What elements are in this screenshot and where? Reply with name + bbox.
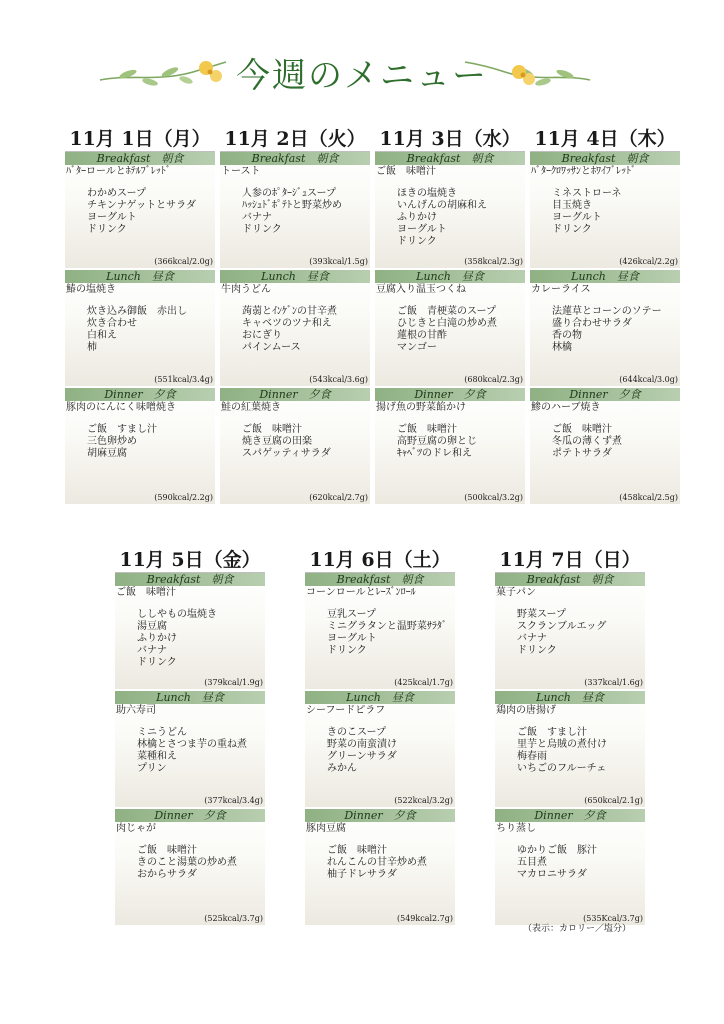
meal-lunch: [495, 691, 645, 807]
meal-side-dishes: [220, 306, 370, 354]
meal-side-dishes: [530, 424, 680, 460]
meal-side-dishes: [115, 845, 265, 881]
side-dish: いちごのフルーチェ: [517, 763, 607, 774]
day-date: 11月 2日（火）: [220, 127, 370, 152]
meal-label: Dinner 夕食: [65, 388, 215, 401]
side-dish: 冬瓜の薄くず煮: [552, 436, 622, 447]
side-dish: 法蓮草とコーンのソテー: [552, 306, 662, 317]
meal-breakfast: [375, 152, 525, 268]
day-column: [115, 548, 265, 927]
side-dish: スクランブルエッグ: [517, 621, 607, 632]
meal-calories-salt: (680kcal/2.3g): [464, 375, 523, 384]
meal-main-dish: 豚肉のにんにく味噌焼き: [66, 402, 176, 413]
meal-side-dishes: [530, 188, 680, 236]
day-date: 11月 3日（水）: [375, 127, 525, 152]
side-dish: おからサラダ: [137, 869, 197, 880]
day-date: 11月 1日（月）: [65, 127, 215, 152]
side-dish: わかめスープ: [87, 188, 146, 199]
side-dish: ゆかりご飯 豚汁: [517, 845, 597, 856]
side-dish: 胡麻豆腐: [87, 448, 127, 459]
side-dish: 白和え: [87, 330, 117, 341]
meal-breakfast: [115, 573, 265, 689]
side-dish: ﾊｯｼｭﾄﾞﾎﾟﾃﾄと野菜炒め: [242, 200, 342, 211]
meal-calories-salt: (535Kcal/3.7g): [583, 914, 643, 923]
side-dish: ご飯 すまし汁: [517, 727, 587, 738]
meal-calories-salt: (393kcal/1.5g): [309, 257, 368, 266]
title-area: [0, 52, 724, 108]
meal-side-dishes: [375, 188, 525, 248]
meal-main-dish: 助六寿司: [116, 705, 156, 716]
meal-calories-salt: (620kcal/2.7g): [309, 493, 368, 502]
meal-side-dishes: [220, 188, 370, 236]
meal-dinner: [65, 388, 215, 504]
side-dish: きのこと湯葉の炒め煮: [137, 857, 237, 868]
meal-main-dish: ご飯 味噌汁: [116, 587, 176, 598]
side-dish: 野菜スープ: [517, 609, 566, 620]
meal-label: Breakfast 朝食: [65, 152, 215, 165]
side-dish: れんこんの甘辛炒め煮: [327, 857, 427, 868]
side-dish: ドリンク: [242, 224, 282, 235]
meal-dinner: [530, 388, 680, 504]
meal-lunch: [375, 270, 525, 386]
meal-dinner: [220, 388, 370, 504]
meal-main-dish: 豆腐入り温玉つくね: [376, 284, 466, 295]
meal-dinner: [115, 809, 265, 925]
meal-label: Lunch 昼食: [375, 270, 525, 283]
meal-label: Breakfast 朝食: [220, 152, 370, 165]
side-dish: ご飯 味噌汁: [327, 845, 387, 856]
side-dish: マンゴー: [397, 342, 437, 353]
meal-calories-salt: (426kcal/2.2g): [619, 257, 678, 266]
meal-calories-salt: (358kcal/2.3g): [464, 257, 523, 266]
meal-calories-salt: (458kcal/2.5g): [619, 493, 678, 502]
side-dish: 野菜の南蛮漬け: [327, 739, 397, 750]
meal-side-dishes: [115, 727, 265, 775]
meal-side-dishes: [305, 727, 455, 775]
side-dish: スパゲッティサラダ: [242, 448, 331, 459]
side-dish: ｷｬﾍﾞﾂのドレ和え: [397, 448, 472, 459]
side-dish: 豆乳スープ: [327, 609, 376, 620]
side-dish: 柚子ドレサラダ: [327, 869, 397, 880]
meal-main-dish: 牛肉うどん: [221, 284, 271, 295]
meal-side-dishes: [305, 609, 455, 657]
meal-side-dishes: [65, 424, 215, 460]
side-dish: パインムース: [242, 342, 301, 353]
side-dish: 高野豆腐の卵とじ: [397, 436, 477, 447]
side-dish: ドリンク: [517, 645, 557, 656]
meal-calories-salt: (543kcal/3.6g): [309, 375, 368, 384]
meal-side-dishes: [495, 845, 645, 881]
meal-calories-salt: (644kcal/3.0g): [619, 375, 678, 384]
day-date: 11月 6日（土）: [305, 548, 455, 573]
meal-side-dishes: [305, 845, 455, 881]
meal-side-dishes: [65, 188, 215, 236]
side-dish: ミニうどん: [137, 727, 187, 738]
side-dish: チキンナゲットとサラダ: [87, 200, 196, 211]
side-dish: おにぎり: [242, 330, 282, 341]
meal-lunch: [115, 691, 265, 807]
meal-lunch: [65, 270, 215, 386]
side-dish: ヨーグルト: [552, 212, 602, 223]
side-dish: ミネストローネ: [552, 188, 622, 199]
meal-breakfast: [305, 573, 455, 689]
meal-main-dish: 鰆の塩焼き: [66, 284, 116, 295]
meal-main-dish: 鮭の紅葉焼き: [221, 402, 281, 413]
meal-main-dish: ちり蒸し: [496, 823, 536, 834]
meal-main-dish: 揚げ魚の野菜餡かけ: [376, 402, 466, 413]
meal-side-dishes: [220, 424, 370, 460]
meal-main-dish: 鶏肉の唐揚げ: [496, 705, 556, 716]
meal-main-dish: カレーライス: [531, 284, 591, 295]
meal-main-dish: 鯵のハーブ焼き: [531, 402, 601, 413]
day-date: 11月 4日（木）: [530, 127, 680, 152]
side-dish: グリーンサラダ: [327, 751, 397, 762]
meal-label: Lunch 昼食: [495, 691, 645, 704]
meal-main-dish: 豚肉豆腐: [306, 823, 346, 834]
meal-side-dishes: [530, 306, 680, 354]
day-date: 11月 5日（金）: [115, 548, 265, 573]
side-dish: いんげんの胡麻和え: [397, 200, 487, 211]
meal-calories-salt: (500kcal/3.2g): [464, 493, 523, 502]
meal-label: Breakfast 朝食: [495, 573, 645, 586]
meal-calories-salt: (425kcal/1.7g): [394, 678, 453, 687]
meal-label: Dinner 夕食: [375, 388, 525, 401]
side-dish: 香の物: [552, 330, 582, 341]
meal-main-dish: コーンロールとﾚｰｽﾞﾝﾛｰﾙ: [306, 587, 416, 598]
meal-calories-salt: (379kcal/1.9g): [204, 678, 263, 687]
side-dish: 五目煮: [517, 857, 547, 868]
meal-side-dishes: [375, 424, 525, 460]
side-dish: ドリンク: [327, 645, 367, 656]
day-column: [495, 548, 645, 927]
meal-main-dish: ﾊﾞﾀｰｸﾛﾜｯｻﾝとﾎﾜｲﾌﾞﾚｯﾄﾞ: [531, 166, 636, 177]
side-dish: 炊き合わせ: [87, 318, 137, 329]
side-dish: 柿: [87, 342, 97, 353]
meal-lunch: [305, 691, 455, 807]
side-dish: 人参のﾎﾟﾀｰｼﾞｭスープ: [242, 188, 336, 199]
meal-calories-salt: (549kcal2.7g): [396, 914, 453, 923]
meal-main-dish: 肉じゃが: [116, 823, 156, 834]
meal-label: Breakfast 朝食: [530, 152, 680, 165]
side-dish: キャベツのツナ和え: [242, 318, 332, 329]
side-dish: 菜種和え: [137, 751, 177, 762]
meal-lunch: [530, 270, 680, 386]
meal-calories-salt: (337kcal/1.6g): [584, 678, 643, 687]
side-dish: ドリンク: [552, 224, 592, 235]
side-dish: ドリンク: [397, 236, 437, 247]
side-dish: ポテトサラダ: [552, 448, 612, 459]
meal-breakfast: [65, 152, 215, 268]
side-dish: ヨーグルト: [397, 224, 447, 235]
side-dish: ヨーグルト: [327, 633, 377, 644]
side-dish: 梅春雨: [517, 751, 547, 762]
side-dish: ほきの塩焼き: [397, 188, 457, 199]
meal-label: Lunch 昼食: [220, 270, 370, 283]
side-dish: バナナ: [517, 633, 547, 644]
day-column: [375, 127, 525, 506]
side-dish: ししやもの塩焼き: [137, 609, 217, 620]
meal-label: Lunch 昼食: [305, 691, 455, 704]
meal-label: Breakfast 朝食: [305, 573, 455, 586]
side-dish: ミニグラタンと温野菜ｻﾗﾀﾞ: [327, 621, 447, 632]
meal-side-dishes: [495, 727, 645, 775]
meal-calories-salt: (525kcal/3.7g): [204, 914, 263, 923]
side-dish: ご飯 青梗菜のスープ: [397, 306, 496, 317]
meal-breakfast: [495, 573, 645, 689]
side-dish: ひじきと白滝の炒め煮: [397, 318, 497, 329]
side-dish: プリン: [137, 763, 167, 774]
meal-label: Breakfast 朝食: [115, 573, 265, 586]
side-dish: ドリンク: [137, 657, 177, 668]
meal-label: Dinner 夕食: [530, 388, 680, 401]
day-date: 11月 7日（日）: [495, 548, 645, 573]
side-dish: 林檎とさつま芋の重ね煮: [137, 739, 247, 750]
meal-breakfast: [530, 152, 680, 268]
page-title: 今週のメニュー: [236, 56, 488, 96]
side-dish: 焼き豆腐の田楽: [242, 436, 312, 447]
day-column: [530, 127, 680, 506]
meal-dinner: [495, 809, 645, 925]
side-dish: 湯豆腐: [137, 621, 167, 632]
meal-dinner: [375, 388, 525, 504]
meal-label: Dinner 夕食: [220, 388, 370, 401]
meal-label: Lunch 昼食: [65, 270, 215, 283]
meal-breakfast: [220, 152, 370, 268]
side-dish: きのこスープ: [327, 727, 386, 738]
meal-calories-salt: (522kcal/3.2g): [394, 796, 453, 805]
meal-label: Lunch 昼食: [530, 270, 680, 283]
meal-label: Dinner 夕食: [495, 809, 645, 822]
side-dish: バナナ: [137, 645, 167, 656]
side-dish: みかん: [327, 763, 357, 774]
side-dish: 蓮根の甘酢: [397, 330, 447, 341]
meal-main-dish: ご飯 味噌汁: [376, 166, 436, 177]
side-dish: ドリンク: [87, 224, 127, 235]
side-dish: 里芋と烏賊の煮付け: [517, 739, 607, 750]
side-dish: ご飯 味噌汁: [552, 424, 612, 435]
side-dish: 盛り合わせサラダ: [552, 318, 632, 329]
side-dish: 三色卵炒め: [87, 436, 137, 447]
meal-calories-salt: (551kcal/3.4g): [154, 375, 213, 384]
legend-note: （表示：カロリー／塩分）: [523, 924, 632, 934]
day-column: [305, 548, 455, 927]
side-dish: 目玉焼き: [552, 200, 592, 211]
meal-main-dish: ﾊﾞﾀｰロールとﾎﾃﾙﾌﾞﾚｯﾄﾞ: [66, 166, 171, 177]
meal-label: Dinner 夕食: [305, 809, 455, 822]
meal-lunch: [220, 270, 370, 386]
day-column: [220, 127, 370, 506]
meal-side-dishes: [495, 609, 645, 657]
side-dish: バナナ: [242, 212, 272, 223]
side-dish: ヨーグルト: [87, 212, 137, 223]
side-dish: マカロニサラダ: [517, 869, 587, 880]
side-dish: 林檎: [552, 342, 572, 353]
meal-main-dish: シーフードピラフ: [306, 705, 386, 716]
meal-side-dishes: [115, 609, 265, 669]
side-dish: ふりかけ: [137, 633, 177, 644]
side-dish: ふりかけ: [397, 212, 437, 223]
meal-calories-salt: (377kcal/3.4g): [204, 796, 263, 805]
meal-calories-salt: (366kcal/2.0g): [154, 257, 213, 266]
meal-calories-salt: (650kcal/2.1g): [584, 796, 643, 805]
side-dish: 炊き込み御飯 赤出し: [87, 306, 187, 317]
meal-side-dishes: [65, 306, 215, 354]
side-dish: ご飯 味噌汁: [397, 424, 457, 435]
meal-side-dishes: [375, 306, 525, 354]
meal-main-dish: トースト: [221, 166, 261, 177]
meal-label: Breakfast 朝食: [375, 152, 525, 165]
meal-dinner: [305, 809, 455, 925]
side-dish: ご飯 すまし汁: [87, 424, 157, 435]
meal-main-dish: 菓子パン: [496, 587, 536, 598]
side-dish: ご飯 味噌汁: [137, 845, 197, 856]
day-column: [65, 127, 215, 506]
meal-calories-salt: (590kcal/2.2g): [154, 493, 213, 502]
side-dish: ご飯 味噌汁: [242, 424, 302, 435]
meal-label: Lunch 昼食: [115, 691, 265, 704]
meal-label: Dinner 夕食: [115, 809, 265, 822]
side-dish: 蒟蒻とｲﾝｹﾞﾝの甘辛煮: [242, 306, 337, 317]
